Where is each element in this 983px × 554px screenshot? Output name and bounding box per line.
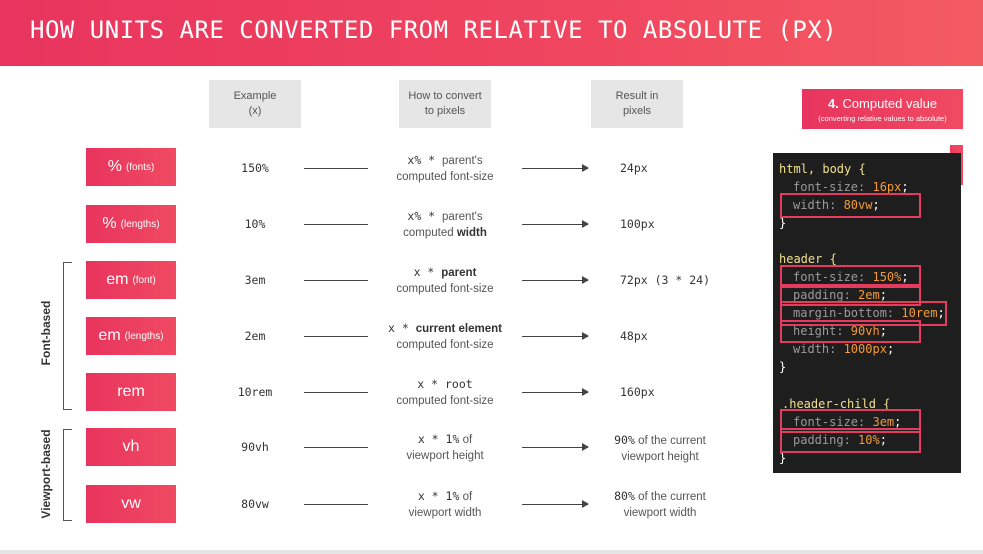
- arrow-icon: [522, 168, 588, 169]
- connector-line: [304, 504, 368, 505]
- howto-formula-text: of: [459, 491, 473, 503]
- code-prop: font-size:: [793, 180, 873, 194]
- example-value: 90vh: [241, 440, 269, 454]
- howto-formula: x% *: [407, 209, 443, 223]
- howto-formula-text: parent's: [442, 155, 483, 167]
- howto-line2: computed: [403, 227, 457, 239]
- code-val: 90vh: [850, 324, 880, 338]
- connector-line: [304, 168, 368, 169]
- code-prop: font-size:: [793, 270, 873, 284]
- result-value: 160px: [620, 385, 655, 399]
- column-header-line: pixels: [622, 105, 652, 117]
- code-brace: }: [779, 216, 787, 230]
- howto-text: [375, 488, 515, 521]
- code-prop: padding:: [793, 288, 859, 302]
- unit-label-em-lengths: [86, 317, 176, 355]
- code-declaration: [793, 342, 894, 356]
- result-value: [600, 488, 720, 521]
- unit-name: rem: [117, 383, 145, 400]
- result-text: of the current: [634, 491, 706, 503]
- unit-name: em: [98, 327, 121, 344]
- connector-line: [304, 224, 368, 225]
- column-header-line: to pixels: [424, 105, 466, 117]
- howto-formula: x% *: [407, 153, 443, 167]
- unit-name: vh: [122, 438, 140, 455]
- howto-line2: computed font-size: [396, 339, 494, 351]
- code-prop: margin-bottom:: [793, 306, 902, 320]
- code-selector: html, body {: [779, 162, 866, 176]
- unit-name: vw: [121, 495, 141, 512]
- result-percent: 80%: [614, 489, 635, 503]
- code-brace: }: [779, 451, 787, 465]
- arrow-icon: [522, 336, 588, 337]
- result-value: 24px: [620, 161, 648, 175]
- code-val: 1000px: [843, 342, 887, 356]
- howto-text: [375, 208, 515, 241]
- code-end: ;: [879, 324, 887, 338]
- column-header-example: [209, 80, 301, 128]
- code-val: 3em: [872, 415, 895, 429]
- howto-text: [375, 376, 515, 409]
- howto-formula: x * 1%: [417, 489, 460, 503]
- computed-value-box: [802, 89, 963, 129]
- computed-number: 4.: [827, 96, 839, 111]
- computed-title: [802, 96, 963, 111]
- unit-sub: (fonts): [125, 161, 155, 173]
- howto-formula: x *: [413, 265, 442, 279]
- code-val: 150%: [872, 270, 902, 284]
- column-header-line: How to convert: [408, 90, 482, 102]
- arrow-icon: [522, 280, 588, 281]
- column-header-line: Example: [233, 90, 277, 102]
- example-value: 10rem: [237, 385, 273, 399]
- unit-sub: (lengths): [124, 330, 164, 342]
- unit-name: %: [107, 158, 122, 175]
- code-prop: height:: [793, 324, 851, 338]
- code-declaration: [793, 180, 909, 194]
- code-prop: width:: [793, 342, 844, 356]
- header-bar: [0, 0, 983, 66]
- group-label-viewport-based: Viewport-based: [39, 429, 53, 519]
- group-label-font-based: Font-based: [39, 300, 53, 366]
- howto-line2: computed font-size: [396, 283, 494, 295]
- result-value: 48px: [620, 329, 648, 343]
- howto-formula: x * root: [417, 377, 473, 391]
- code-prop: font-size:: [793, 415, 873, 429]
- bottom-divider: [0, 550, 983, 554]
- code-selector: header {: [779, 252, 837, 266]
- howto-line2: viewport width: [408, 507, 482, 519]
- column-header-line: (x): [248, 105, 262, 117]
- result-percent: 90%: [614, 433, 635, 447]
- column-header-line: Result in: [615, 90, 659, 102]
- computed-title-text: Computed value: [838, 96, 938, 111]
- unit-name: %: [102, 215, 117, 232]
- viewport-based-bracket: [63, 429, 72, 521]
- howto-text: [375, 264, 515, 297]
- howto-line2: computed font-size: [396, 395, 494, 407]
- code-end: ;: [886, 342, 895, 356]
- code-val: 10%: [858, 433, 880, 447]
- code-val: 80vw: [843, 198, 873, 212]
- howto-formula-bold: parent: [441, 267, 477, 279]
- arrow-icon: [522, 224, 588, 225]
- connector-line: [304, 336, 368, 337]
- howto-bold: width: [456, 227, 487, 239]
- code-val: 10rem: [901, 306, 938, 320]
- font-based-bracket: [63, 262, 72, 410]
- code-end: ;: [901, 270, 909, 284]
- howto-line2: viewport height: [406, 450, 484, 462]
- code-end: ;: [894, 415, 902, 429]
- howto-formula: x * 1%: [417, 432, 460, 446]
- howto-formula-text: parent's: [442, 211, 483, 223]
- result-line2: viewport height: [621, 451, 699, 463]
- unit-label-vh: [86, 428, 176, 466]
- column-header-howto: [399, 80, 491, 128]
- code-selector: .header-child {: [782, 397, 891, 411]
- code-end: ;: [879, 288, 887, 302]
- unit-label-percent-fonts: [86, 148, 176, 186]
- unit-label-percent-lengths: [86, 205, 176, 243]
- unit-sub: (lengths): [120, 218, 160, 230]
- highlight-box: [780, 428, 921, 453]
- example-value: 3em: [244, 273, 266, 287]
- code-end: ;: [901, 180, 909, 194]
- column-header-result: [591, 80, 683, 128]
- computed-subtitle: (converting relative values to absolute): [818, 114, 947, 123]
- code-end: ;: [879, 433, 887, 447]
- example-value: 10%: [244, 217, 266, 231]
- highlight-box: [780, 193, 921, 218]
- code-end: ;: [937, 306, 945, 320]
- howto-text: [375, 431, 515, 464]
- code-brace: }: [779, 360, 787, 374]
- connector-line: [304, 280, 368, 281]
- arrow-icon: [522, 504, 588, 505]
- code-prop: padding:: [793, 433, 859, 447]
- unit-label-vw: [86, 485, 176, 523]
- example-value: 2em: [244, 329, 266, 343]
- result-line2: viewport width: [623, 507, 697, 519]
- arrow-icon: [522, 392, 588, 393]
- example-value: 80vw: [241, 497, 269, 511]
- unit-name: em: [106, 271, 129, 288]
- howto-text: [375, 320, 515, 353]
- code-val: 16px: [872, 180, 902, 194]
- highlight-box: [780, 320, 921, 343]
- result-value: [600, 432, 720, 465]
- howto-formula-text: of: [459, 434, 473, 446]
- result-text: of the current: [634, 435, 706, 447]
- code-end: ;: [872, 198, 880, 212]
- howto-formula-bold: current element: [415, 323, 502, 335]
- howto-formula: x *: [388, 321, 416, 335]
- code-val: 2em: [858, 288, 880, 302]
- howto-line2: computed font-size: [396, 171, 494, 183]
- result-value: 72px (3 * 24): [620, 273, 711, 287]
- code-prop: width:: [793, 198, 844, 212]
- unit-label-em-font: [86, 261, 176, 299]
- arrow-icon: [522, 447, 588, 448]
- connector-line: [304, 447, 368, 448]
- connector-line: [304, 392, 368, 393]
- page-title: HOW UNITS ARE CONVERTED FROM RELATIVE TO ABSOLUTE (PX): [30, 16, 838, 44]
- howto-text: [375, 152, 515, 185]
- unit-label-rem: [86, 373, 176, 411]
- example-value: 150%: [241, 161, 269, 175]
- result-value: 100px: [620, 217, 655, 231]
- unit-sub: (font): [132, 274, 156, 286]
